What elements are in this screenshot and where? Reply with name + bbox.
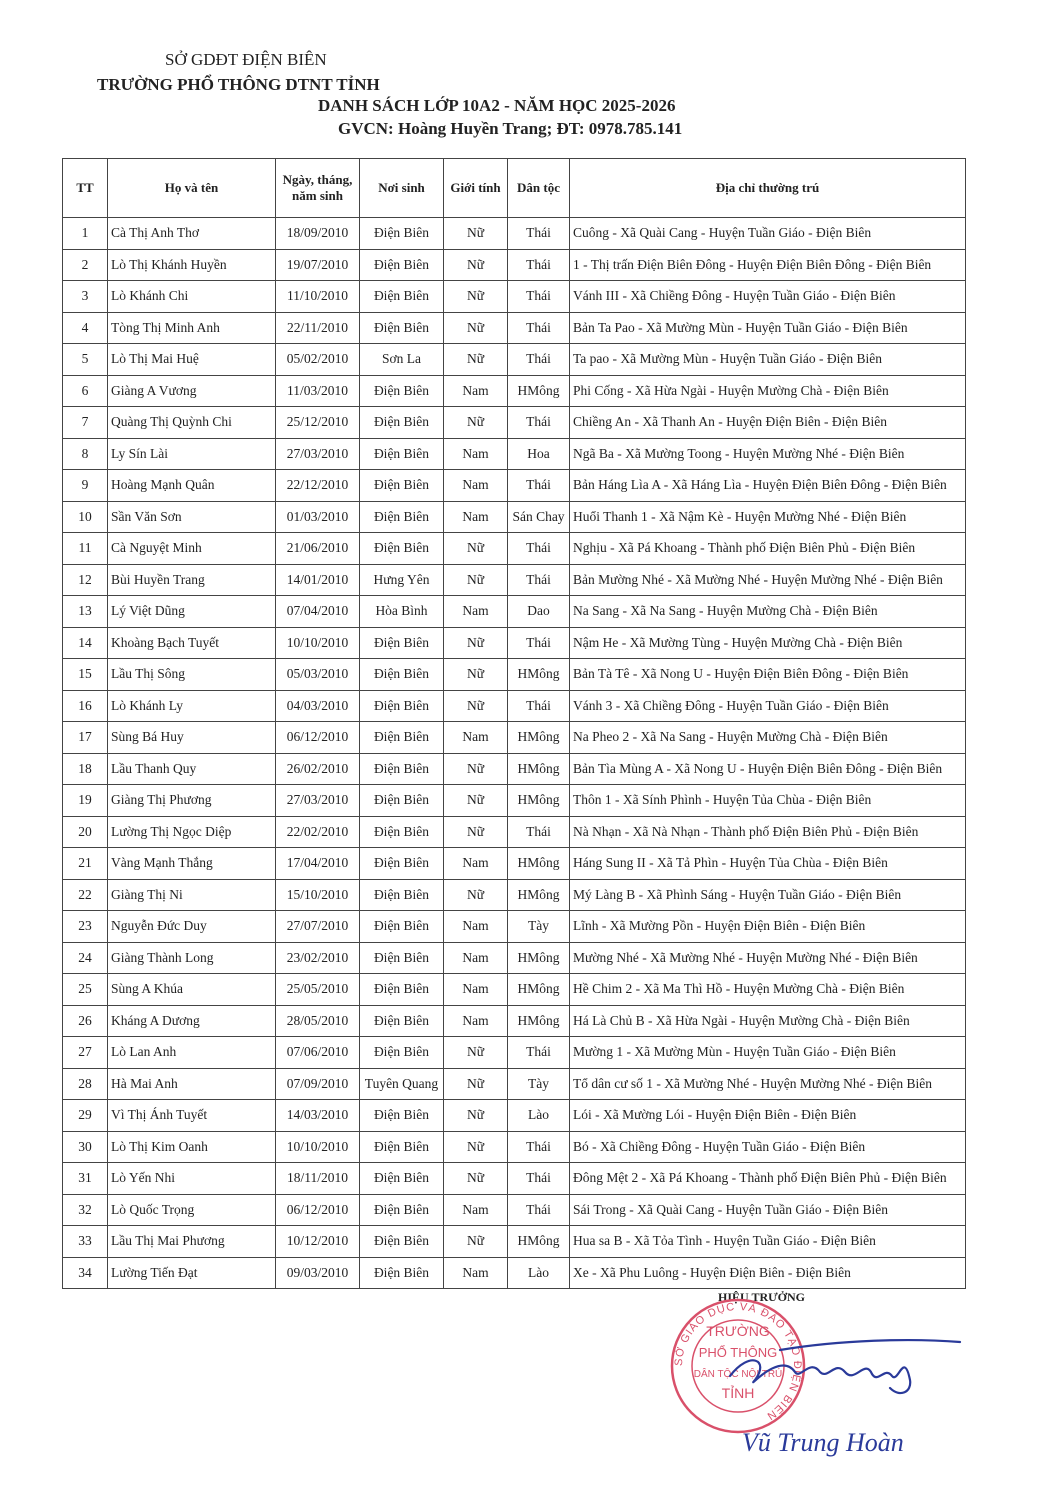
table-row <box>63 690 966 722</box>
cell-name: Lầu Thanh Quy <box>108 753 276 785</box>
cell-name: Kháng A Dương <box>108 1005 276 1037</box>
cell-ethnicity: Tày <box>508 911 570 943</box>
cell-dob: 17/04/2010 <box>276 848 360 880</box>
cell-tt: 33 <box>63 1226 108 1258</box>
cell-birthplace: Điện Biên <box>360 627 444 659</box>
cell-dob: 22/12/2010 <box>276 470 360 502</box>
cell-name: Quàng Thị Quỳnh Chi <box>108 407 276 439</box>
cell-dob: 01/03/2010 <box>276 501 360 533</box>
school-seal-and-signature <box>660 1280 1020 1490</box>
cell-name: Giàng Thành Long <box>108 942 276 974</box>
cell-ethnicity: Thái <box>508 627 570 659</box>
column-header-ethnicity: Dân tộc <box>508 159 570 218</box>
cell-ethnicity: Dao <box>508 596 570 628</box>
cell-dob: 15/10/2010 <box>276 879 360 911</box>
column-header-name: Họ và tên <box>108 159 276 218</box>
cell-birthplace: Điện Biên <box>360 281 444 313</box>
cell-ethnicity: HMông <box>508 722 570 754</box>
cell-birthplace: Điện Biên <box>360 690 444 722</box>
cell-name: Vì Thị Ánh Tuyết <box>108 1100 276 1132</box>
cell-birthplace: Điện Biên <box>360 974 444 1006</box>
cell-dob: 10/10/2010 <box>276 1131 360 1163</box>
cell-ethnicity: Hoa <box>508 438 570 470</box>
cell-address: Đông Mệt 2 - Xã Pá Khoang - Thành phố Điện Biên Phủ - Điện Biên <box>570 1163 966 1195</box>
cell-name: Giàng Thị Ni <box>108 879 276 911</box>
cell-name: Lường Thị Ngọc Diệp <box>108 816 276 848</box>
cell-birthplace: Điện Biên <box>360 1005 444 1037</box>
cell-name: Hà Mai Anh <box>108 1068 276 1100</box>
cell-tt: 17 <box>63 722 108 754</box>
cell-gender: Nữ <box>444 659 508 691</box>
table-row <box>63 312 966 344</box>
svg-text:SỞ GIÁO DỤC VÀ ĐÀO TẠO ĐIỆN BI: SỞ GIÁO DỤC VÀ ĐÀO TẠO ĐIỆN BIÊN <box>672 1300 804 1423</box>
cell-address: Na Pheo 2 - Xã Na Sang - Huyện Mường Chà - Điện Biên <box>570 722 966 754</box>
table-row <box>63 218 966 250</box>
cell-tt: 18 <box>63 753 108 785</box>
cell-gender: Nữ <box>444 249 508 281</box>
cell-birthplace: Điện Biên <box>360 1194 444 1226</box>
table-row <box>63 974 966 1006</box>
cell-gender: Nữ <box>444 627 508 659</box>
cell-ethnicity: HMông <box>508 879 570 911</box>
cell-name: Lầu Thị Mai Phương <box>108 1226 276 1258</box>
cell-birthplace: Điện Biên <box>360 312 444 344</box>
cell-dob: 10/12/2010 <box>276 1226 360 1258</box>
cell-gender: Nữ <box>444 753 508 785</box>
class-list-title: DANH SÁCH LỚP 10A2 - NĂM HỌC 2025-2026 <box>318 96 676 115</box>
cell-birthplace: Điện Biên <box>360 1100 444 1132</box>
cell-address: Bản Háng Lìa A - Xã Háng Lìa - Huyện Điện Biên Đông - Điện Biên <box>570 470 966 502</box>
cell-address: Vánh III - Xã Chiềng Đông - Huyện Tuần Giáo - Điện Biên <box>570 281 966 313</box>
cell-name: Bùi Huyền Trang <box>108 564 276 596</box>
cell-ethnicity: HMông <box>508 375 570 407</box>
cell-tt: 14 <box>63 627 108 659</box>
cell-address: Phi Cống - Xã Hừa Ngài - Huyện Mường Chà - Điện Biên <box>570 375 966 407</box>
cell-ethnicity: Thái <box>508 470 570 502</box>
cell-gender: Nam <box>444 911 508 943</box>
column-header-tt: TT <box>63 159 108 218</box>
cell-gender: Nữ <box>444 1226 508 1258</box>
column-header-gender: Giới tính <box>444 159 508 218</box>
cell-name: Cà Thị Anh Thơ <box>108 218 276 250</box>
cell-dob: 11/03/2010 <box>276 375 360 407</box>
cell-gender: Nữ <box>444 1131 508 1163</box>
cell-address: Ngã Ba - Xã Mường Toong - Huyện Mường Nhé - Điện Biên <box>570 438 966 470</box>
cell-gender: Nữ <box>444 1037 508 1069</box>
table-row <box>63 1131 966 1163</box>
table-row <box>63 1037 966 1069</box>
cell-tt: 5 <box>63 344 108 376</box>
cell-birthplace: Điện Biên <box>360 722 444 754</box>
cell-name: Lò Yến Nhi <box>108 1163 276 1195</box>
principal-title: HIỆU TRƯỞNG <box>718 1290 806 1304</box>
cell-ethnicity: Thái <box>508 281 570 313</box>
cell-dob: 05/03/2010 <box>276 659 360 691</box>
cell-address: Chiềng An - Xã Thanh An - Huyện Điện Biên - Điện Biên <box>570 407 966 439</box>
cell-dob: 11/10/2010 <box>276 281 360 313</box>
cell-tt: 30 <box>63 1131 108 1163</box>
cell-address: Cuông - Xã Quài Cang - Huyện Tuần Giáo - Điện Biên <box>570 218 966 250</box>
cell-gender: Nam <box>444 501 508 533</box>
cell-ethnicity: Thái <box>508 312 570 344</box>
cell-gender: Nữ <box>444 785 508 817</box>
cell-name: Sùng Bá Huy <box>108 722 276 754</box>
cell-ethnicity: HMông <box>508 974 570 1006</box>
cell-tt: 25 <box>63 974 108 1006</box>
cell-tt: 13 <box>63 596 108 628</box>
table-row <box>63 911 966 943</box>
cell-dob: 14/03/2010 <box>276 1100 360 1132</box>
cell-dob: 22/11/2010 <box>276 312 360 344</box>
table-row <box>63 753 966 785</box>
table-row <box>63 344 966 376</box>
cell-birthplace: Điện Biên <box>360 848 444 880</box>
cell-tt: 24 <box>63 942 108 974</box>
table-row <box>63 375 966 407</box>
cell-address: Bó - Xã Chiềng Đông - Huyện Tuần Giáo - Điện Biên <box>570 1131 966 1163</box>
cell-birthplace: Điện Biên <box>360 1131 444 1163</box>
cell-address: Vánh 3 - Xã Chiềng Đông - Huyện Tuần Giáo - Điện Biên <box>570 690 966 722</box>
cell-address: Nghịu - Xã Pá Khoang - Thành phố Điện Biên Phủ - Điện Biên <box>570 533 966 565</box>
cell-gender: Nữ <box>444 218 508 250</box>
cell-tt: 32 <box>63 1194 108 1226</box>
cell-tt: 1 <box>63 218 108 250</box>
table-row <box>63 438 966 470</box>
cell-birthplace: Điện Biên <box>360 1257 444 1289</box>
table-row <box>63 533 966 565</box>
table-row <box>63 407 966 439</box>
cell-gender: Nữ <box>444 281 508 313</box>
cell-ethnicity: Thái <box>508 690 570 722</box>
cell-gender: Nam <box>444 848 508 880</box>
cell-address: Hua sa B - Xã Tỏa Tình - Huyện Tuần Giáo - Điện Biên <box>570 1226 966 1258</box>
cell-address: Sái Trong - Xã Quài Cang - Huyện Tuần Giáo - Điện Biên <box>570 1194 966 1226</box>
cell-gender: Nữ <box>444 1068 508 1100</box>
cell-birthplace: Điện Biên <box>360 375 444 407</box>
cell-ethnicity: Thái <box>508 249 570 281</box>
cell-birthplace: Điện Biên <box>360 942 444 974</box>
cell-dob: 07/04/2010 <box>276 596 360 628</box>
svg-text:TRƯỜNG: TRƯỜNG <box>706 1323 770 1339</box>
table-row <box>63 1194 966 1226</box>
cell-tt: 9 <box>63 470 108 502</box>
cell-gender: Nam <box>444 596 508 628</box>
cell-tt: 3 <box>63 281 108 313</box>
cell-birthplace: Điện Biên <box>360 879 444 911</box>
column-header-address: Địa chỉ thường trú <box>570 159 966 218</box>
cell-ethnicity: Thái <box>508 1131 570 1163</box>
cell-gender: Nữ <box>444 690 508 722</box>
cell-birthplace: Điện Biên <box>360 470 444 502</box>
cell-address: Mường 1 - Xã Mường Mùn - Huyện Tuần Giáo - Điện Biên <box>570 1037 966 1069</box>
table-row <box>63 785 966 817</box>
cell-dob: 19/07/2010 <box>276 249 360 281</box>
cell-ethnicity: HMông <box>508 848 570 880</box>
table-row <box>63 942 966 974</box>
cell-ethnicity: HMông <box>508 1226 570 1258</box>
cell-dob: 05/02/2010 <box>276 344 360 376</box>
cell-tt: 26 <box>63 1005 108 1037</box>
cell-tt: 2 <box>63 249 108 281</box>
cell-gender: Nam <box>444 375 508 407</box>
svg-text:PHỔ THÔNG: PHỔ THÔNG <box>698 1345 778 1360</box>
cell-name: Sùng A Khúa <box>108 974 276 1006</box>
cell-gender: Nữ <box>444 344 508 376</box>
cell-birthplace: Tuyên Quang <box>360 1068 444 1100</box>
cell-dob: 25/05/2010 <box>276 974 360 1006</box>
cell-dob: 09/03/2010 <box>276 1257 360 1289</box>
cell-address: Há Là Chủ B - Xã Hừa Ngài - Huyện Mường Chà - Điện Biên <box>570 1005 966 1037</box>
cell-birthplace: Hưng Yên <box>360 564 444 596</box>
table-row <box>63 627 966 659</box>
cell-name: Cà Nguyệt Minh <box>108 533 276 565</box>
cell-birthplace: Điện Biên <box>360 501 444 533</box>
cell-ethnicity: Sán Chay <box>508 501 570 533</box>
cell-tt: 21 <box>63 848 108 880</box>
svg-text:DÂN TỘC NỘI TRÚ: DÂN TỘC NỘI TRÚ <box>693 1369 783 1380</box>
column-header-birthplace: Nơi sinh <box>360 159 444 218</box>
table-row <box>63 879 966 911</box>
cell-address: Tổ dân cư số 1 - Xã Mường Nhé - Huyện Mường Nhé - Điện Biên <box>570 1068 966 1100</box>
cell-name: Lường Tiến Đạt <box>108 1257 276 1289</box>
cell-dob: 18/11/2010 <box>276 1163 360 1195</box>
cell-ethnicity: Thái <box>508 1194 570 1226</box>
cell-birthplace: Điện Biên <box>360 438 444 470</box>
cell-name: Lò Lan Anh <box>108 1037 276 1069</box>
cell-address: Nậm He - Xã Mường Tùng - Huyện Mường Chà - Điện Biên <box>570 627 966 659</box>
cell-birthplace: Điện Biên <box>360 1037 444 1069</box>
cell-name: Lò Khánh Chi <box>108 281 276 313</box>
cell-tt: 29 <box>63 1100 108 1132</box>
table-body <box>63 218 966 1289</box>
table-row <box>63 848 966 880</box>
cell-dob: 27/07/2010 <box>276 911 360 943</box>
cell-birthplace: Điện Biên <box>360 218 444 250</box>
cell-ethnicity: HMông <box>508 1005 570 1037</box>
cell-name: Lò Thị Mai Huệ <box>108 344 276 376</box>
cell-name: Khoàng Bạch Tuyết <box>108 627 276 659</box>
cell-dob: 26/02/2010 <box>276 753 360 785</box>
cell-dob: 22/02/2010 <box>276 816 360 848</box>
cell-dob: 18/09/2010 <box>276 218 360 250</box>
cell-address: Thôn 1 - Xã Sính Phình - Huyện Tủa Chùa - Điện Biên <box>570 785 966 817</box>
cell-tt: 34 <box>63 1257 108 1289</box>
cell-ethnicity: HMông <box>508 942 570 974</box>
cell-address: Huổi Thanh 1 - Xã Nậm Kè - Huyện Mường Nhé - Điện Biên <box>570 501 966 533</box>
cell-tt: 23 <box>63 911 108 943</box>
department-name: SỞ GDĐT ĐIỆN BIÊN <box>165 50 327 69</box>
cell-name: Lò Thị Kim Oanh <box>108 1131 276 1163</box>
cell-address: Bản Mường Nhé - Xã Mường Nhé - Huyện Mường Nhé - Điện Biên <box>570 564 966 596</box>
table-row <box>63 1163 966 1195</box>
cell-name: Lò Thị Khánh Huyền <box>108 249 276 281</box>
cell-birthplace: Điện Biên <box>360 753 444 785</box>
cell-tt: 12 <box>63 564 108 596</box>
cell-ethnicity: Thái <box>508 564 570 596</box>
homeroom-teacher-line: GVCN: Hoàng Huyền Trang; ĐT: 0978.785.141 <box>338 119 683 138</box>
cell-birthplace: Hòa Bình <box>360 596 444 628</box>
cell-gender: Nữ <box>444 816 508 848</box>
cell-address: Ta pao - Xã Mường Mùn - Huyện Tuần Giáo - Điện Biên <box>570 344 966 376</box>
cell-name: Tòng Thị Minh Anh <box>108 312 276 344</box>
table-row <box>63 596 966 628</box>
cell-address: Bản Ta Pao - Xã Mường Mùn - Huyện Tuần Giáo - Điện Biên <box>570 312 966 344</box>
cell-tt: 28 <box>63 1068 108 1100</box>
table-row <box>63 1005 966 1037</box>
cell-dob: 28/05/2010 <box>276 1005 360 1037</box>
table-header-row <box>63 159 966 218</box>
cell-ethnicity: HMông <box>508 785 570 817</box>
cell-birthplace: Điện Biên <box>360 785 444 817</box>
cell-name: Giàng Thị Phương <box>108 785 276 817</box>
cell-ethnicity: Lào <box>508 1257 570 1289</box>
cell-address: Háng Sung II - Xã Tả Phìn - Huyện Tủa Chùa - Điện Biên <box>570 848 966 880</box>
class-roster-table <box>62 158 966 1289</box>
table-row <box>63 816 966 848</box>
cell-dob: 27/03/2010 <box>276 438 360 470</box>
cell-birthplace: Điện Biên <box>360 1163 444 1195</box>
cell-gender: Nam <box>444 1005 508 1037</box>
cell-birthplace: Điện Biên <box>360 533 444 565</box>
cell-ethnicity: Thái <box>508 1037 570 1069</box>
cell-tt: 31 <box>63 1163 108 1195</box>
cell-tt: 22 <box>63 879 108 911</box>
cell-ethnicity: Tày <box>508 1068 570 1100</box>
cell-gender: Nữ <box>444 1163 508 1195</box>
cell-name: Lò Quốc Trọng <box>108 1194 276 1226</box>
cell-ethnicity: Thái <box>508 344 570 376</box>
column-header-dob: Ngày, tháng, năm sinh <box>276 159 360 218</box>
cell-name: Nguyễn Đức Duy <box>108 911 276 943</box>
cell-birthplace: Điện Biên <box>360 1226 444 1258</box>
cell-gender: Nam <box>444 1257 508 1289</box>
cell-gender: Nữ <box>444 1100 508 1132</box>
cell-tt: 20 <box>63 816 108 848</box>
cell-name: Lý Việt Dũng <box>108 596 276 628</box>
cell-name: Vàng Mạnh Thắng <box>108 848 276 880</box>
cell-birthplace: Sơn La <box>360 344 444 376</box>
cell-tt: 16 <box>63 690 108 722</box>
cell-tt: 19 <box>63 785 108 817</box>
cell-tt: 7 <box>63 407 108 439</box>
cell-name: Hoàng Mạnh Quân <box>108 470 276 502</box>
cell-gender: Nam <box>444 470 508 502</box>
table-row <box>63 1226 966 1258</box>
svg-text:TỈNH: TỈNH <box>721 1385 755 1401</box>
cell-gender: Nam <box>444 438 508 470</box>
cell-name: Giàng A Vương <box>108 375 276 407</box>
cell-dob: 06/12/2010 <box>276 1194 360 1226</box>
cell-dob: 14/01/2010 <box>276 564 360 596</box>
cell-gender: Nữ <box>444 564 508 596</box>
school-name: TRƯỜNG PHỔ THÔNG DTNT TỈNH <box>97 75 380 94</box>
cell-address: 1 - Thị trấn Điện Biên Đông - Huyện Điện Biên Đông - Điện Biên <box>570 249 966 281</box>
table-row <box>63 249 966 281</box>
cell-ethnicity: HMông <box>508 753 570 785</box>
table-row <box>63 1068 966 1100</box>
cell-birthplace: Điện Biên <box>360 816 444 848</box>
cell-birthplace: Điện Biên <box>360 659 444 691</box>
cell-gender: Nữ <box>444 312 508 344</box>
cell-address: Xe - Xã Phu Luông - Huyện Điện Biên - Điện Biên <box>570 1257 966 1289</box>
cell-dob: 23/02/2010 <box>276 942 360 974</box>
cell-gender: Nữ <box>444 533 508 565</box>
cell-dob: 07/09/2010 <box>276 1068 360 1100</box>
cell-ethnicity: Thái <box>508 1163 570 1195</box>
cell-tt: 6 <box>63 375 108 407</box>
cell-gender: Nam <box>444 974 508 1006</box>
table-row <box>63 281 966 313</box>
cell-address: Bản Tà Tê - Xã Nong U - Huyện Điện Biên Đông - Điện Biên <box>570 659 966 691</box>
cell-gender: Nam <box>444 1194 508 1226</box>
cell-name: Sần Văn Sơn <box>108 501 276 533</box>
cell-address: Hề Chim 2 - Xã Ma Thì Hồ - Huyện Mường Chà - Điện Biên <box>570 974 966 1006</box>
cell-address: Lĩnh - Xã Mường Pồn - Huyện Điện Biên - Điện Biên <box>570 911 966 943</box>
cell-tt: 27 <box>63 1037 108 1069</box>
cell-name: Lò Khánh Ly <box>108 690 276 722</box>
cell-gender: Nam <box>444 942 508 974</box>
cell-dob: 25/12/2010 <box>276 407 360 439</box>
cell-dob: 07/06/2010 <box>276 1037 360 1069</box>
cell-gender: Nữ <box>444 879 508 911</box>
cell-address: Na Sang - Xã Na Sang - Huyện Mường Chà - Điện Biên <box>570 596 966 628</box>
cell-ethnicity: Thái <box>508 533 570 565</box>
cell-dob: 21/06/2010 <box>276 533 360 565</box>
cell-dob: 27/03/2010 <box>276 785 360 817</box>
cell-tt: 8 <box>63 438 108 470</box>
cell-tt: 4 <box>63 312 108 344</box>
cell-address: Lói - Xã Mường Lói - Huyện Điện Biên - Điện Biên <box>570 1100 966 1132</box>
cell-address: Mý Làng B - Xã Phình Sáng - Huyện Tuần Giáo - Điện Biên <box>570 879 966 911</box>
cell-ethnicity: Lào <box>508 1100 570 1132</box>
cell-tt: 11 <box>63 533 108 565</box>
cell-address: Bản Tìa Mùng A - Xã Nong U - Huyện Điện Biên Đông - Điện Biên <box>570 753 966 785</box>
cell-gender: Nữ <box>444 407 508 439</box>
table-row <box>63 659 966 691</box>
cell-birthplace: Điện Biên <box>360 911 444 943</box>
cell-tt: 15 <box>63 659 108 691</box>
cell-dob: 06/12/2010 <box>276 722 360 754</box>
cell-ethnicity: Thái <box>508 218 570 250</box>
cell-name: Lầu Thị Sông <box>108 659 276 691</box>
cell-gender: Nam <box>444 722 508 754</box>
table-row <box>63 470 966 502</box>
table-row <box>63 722 966 754</box>
cell-birthplace: Điện Biên <box>360 407 444 439</box>
cell-address: Mường Nhé - Xã Mường Nhé - Huyện Mường Nhé - Điện Biên <box>570 942 966 974</box>
cell-dob: 10/10/2010 <box>276 627 360 659</box>
table-row <box>63 501 966 533</box>
table-row <box>63 564 966 596</box>
cell-name: Ly Sín Lài <box>108 438 276 470</box>
cell-ethnicity: Thái <box>508 407 570 439</box>
principal-name: Vũ Trung Hoàn <box>742 1428 904 1457</box>
cell-address: Nà Nhạn - Xã Nà Nhạn - Thành phố Điện Biên Phủ - Điện Biên <box>570 816 966 848</box>
cell-birthplace: Điện Biên <box>360 249 444 281</box>
cell-dob: 04/03/2010 <box>276 690 360 722</box>
table-row <box>63 1100 966 1132</box>
cell-ethnicity: Thái <box>508 816 570 848</box>
cell-ethnicity: HMông <box>508 659 570 691</box>
cell-tt: 10 <box>63 501 108 533</box>
